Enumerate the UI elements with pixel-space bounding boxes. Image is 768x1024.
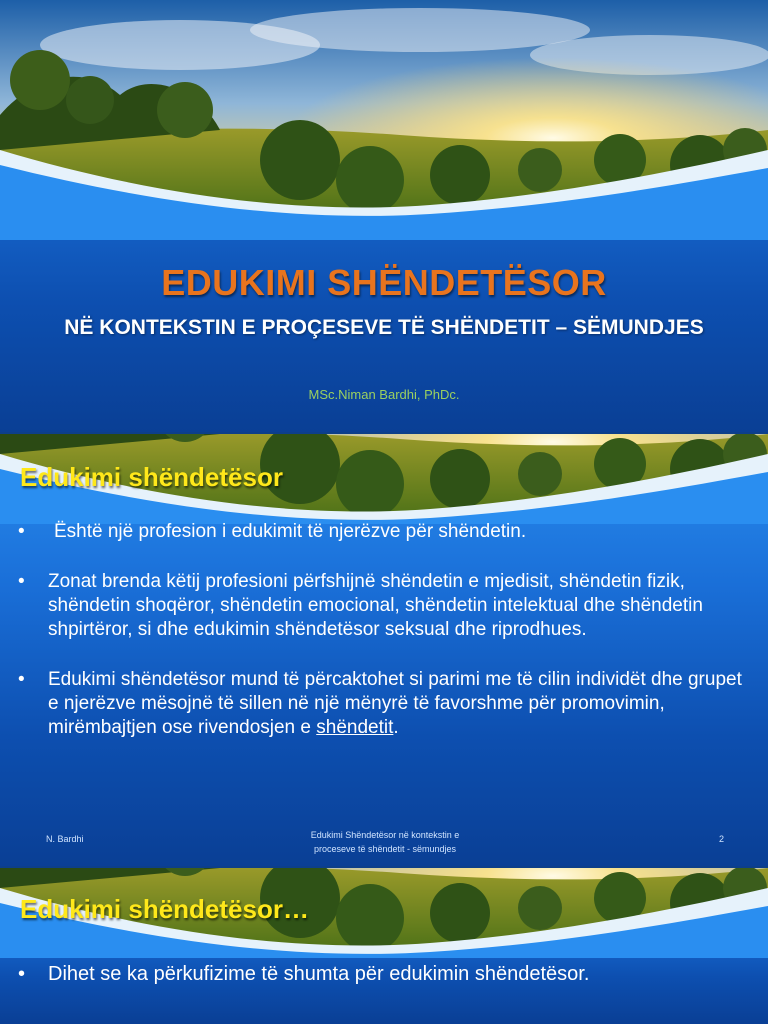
title-slide: [0, 0, 768, 432]
slide-heading: Edukimi shëndetësor: [20, 462, 283, 492]
landscape-banner-image: [0, 0, 768, 240]
author-name: MSc.Niman Bardhi, PhDc.: [308, 387, 460, 402]
slide-number: 2: [718, 834, 724, 844]
bullet-item: • Edukimi shëndetësor mund të përcaktohet si parimi me të cilin individët dhe grupet e njerëzve mësojnë të sillen në një mënyrë të favorshme për promovimin, mirëmbajtjen ose rivendosjen e shëndetit.: [18, 668, 748, 740]
bullet-item: • Është një profesion i edukimit të njerëzve për shëndetin.: [18, 520, 748, 544]
content-slide-3: [0, 868, 768, 1024]
slide-heading: Edukimi shëndetësor…: [20, 894, 309, 924]
bullet-item: • Zonat brenda këtij profesioni përfshijnë shëndetin e mjedisit, shëndetin fizik, shëndetin shoqëror, shëndetin emocional, shëndetin intelektual dhe shëndetin shpirtëror, si dhe edukimin shëndetësor seksual dhe riprodhues.: [18, 570, 748, 642]
footer-author: N. Bardhi: [46, 834, 84, 844]
presentation-title: EDUKIMI SHËNDETËSOR: [161, 262, 607, 303]
content-slide-2: [0, 434, 768, 866]
bullet-list: [18, 520, 748, 766]
presentation-subtitle: NË KONTEKSTIN E PROÇESEVE TË SHËNDETIT – SËMUNDJES: [64, 316, 704, 339]
shendetit-link[interactable]: shëndetit: [316, 717, 394, 738]
bullet-list: [18, 962, 748, 1012]
bullet-item: • Dihet se ka përkufizime të shumta për edukimin shëndetësor.: [18, 962, 748, 986]
footer-title: Edukimi Shëndetësor në kontekstin e proceseve të shëndetit - sëmundjes: [310, 830, 460, 854]
